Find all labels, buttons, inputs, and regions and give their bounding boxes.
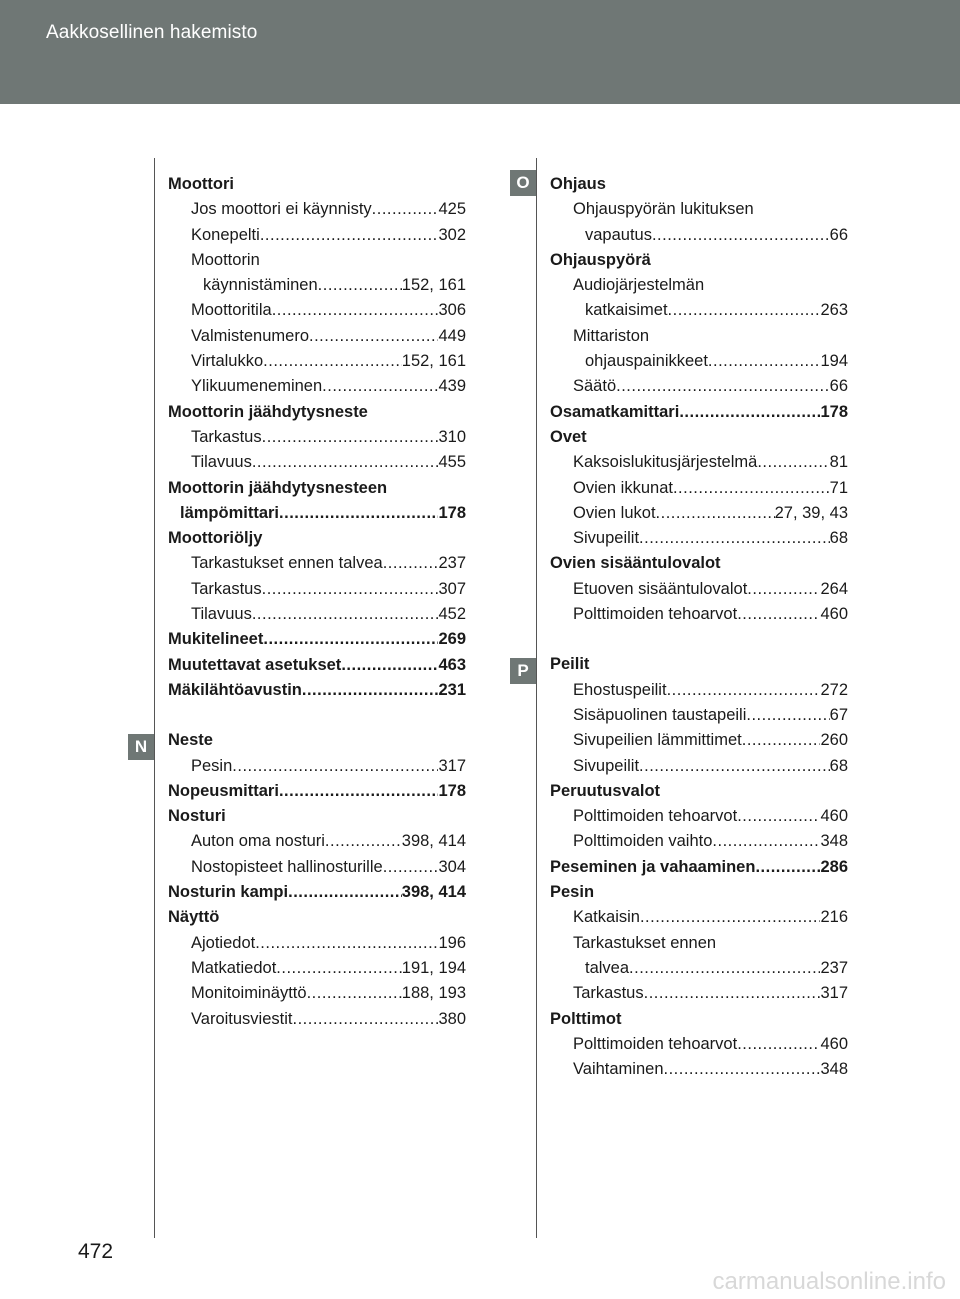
- header-bar: [0, 0, 960, 104]
- index-entry[interactable]: Katkaisin ..... 216: [550, 905, 848, 930]
- letter-tab-o[interactable]: O: [510, 170, 536, 196]
- index-subheading: Moottorin: [191, 250, 260, 269]
- index-entry[interactable]: Monitoiminäyttö ..... 188, 193: [168, 981, 466, 1006]
- index-heading: Pesin: [550, 883, 595, 902]
- index-heading: Näyttö: [168, 908, 220, 927]
- index-entry[interactable]: Muutettavat asetukset ..... 463: [168, 653, 466, 678]
- column-divider-right: [536, 158, 537, 1238]
- index-entry[interactable]: Auton oma nosturi ..... 398, 414: [168, 829, 466, 854]
- section-title: Aakkosellinen hakemisto: [46, 22, 258, 43]
- index-entry[interactable]: Mäkilähtöavustin ..... 231: [168, 678, 466, 703]
- index-entry[interactable]: Ylikuumeneminen ..... 439: [168, 374, 466, 399]
- index-entry[interactable]: Ehostuspeilit ..... 272: [550, 678, 848, 703]
- index-heading: Moottori: [168, 175, 234, 193]
- index-subheading: Tarkastukset ennen: [573, 933, 717, 952]
- index-subheading: Mittariston: [573, 326, 650, 345]
- index-entry[interactable]: Sivupeilien lämmittimet ..... 260: [550, 728, 848, 753]
- index-entry[interactable]: Ovien ikkunat ..... 71: [550, 476, 848, 501]
- index-entry[interactable]: Nopeusmittari ..... 178: [168, 779, 466, 804]
- index-entry[interactable]: Ovien lukot ..... 27, 39, 43: [550, 501, 848, 526]
- index-heading: Ovien sisääntulovalot: [550, 554, 721, 573]
- index-column-right: [550, 172, 848, 1082]
- section-gap: [550, 627, 848, 652]
- index-entry[interactable]: Osamatkamittari ..... 178: [550, 400, 848, 425]
- index-entry[interactable]: talvea ..... 237: [550, 956, 848, 981]
- index-entry[interactable]: vapautus ..... 66: [550, 223, 848, 248]
- index-heading: Moottoriöljy: [168, 529, 263, 548]
- index-entry[interactable]: Moottoritila ..... 306: [168, 298, 466, 323]
- index-heading: Moottorin jäähdytysnesteen: [168, 478, 388, 497]
- index-entry[interactable]: Valmistenumero ..... 449: [168, 324, 466, 349]
- index-entry[interactable]: Mukitelineet ..... 269: [168, 627, 466, 652]
- index-entry[interactable]: Tarkastus ..... 310: [168, 425, 466, 450]
- index-column-left: [168, 172, 466, 1032]
- page-number: 472: [78, 1240, 114, 1263]
- index-entry[interactable]: Vaihtaminen ..... 348: [550, 1057, 848, 1082]
- section-gap: [168, 703, 466, 728]
- index-entry[interactable]: Kaksoislukitusjärjestelmä ..... 81: [550, 450, 848, 475]
- letter-tab-p[interactable]: P: [510, 658, 536, 684]
- index-entry[interactable]: Tarkastukset ennen talvea ..... 237: [168, 551, 466, 576]
- index-entry[interactable]: Matkatiedot ..... 191, 194: [168, 956, 466, 981]
- index-entry[interactable]: Sivupeilit ..... 68: [550, 754, 848, 779]
- index-entry[interactable]: Jos moottori ei käynnisty ..... 425: [168, 197, 466, 222]
- index-heading: Peilit: [550, 655, 590, 674]
- index-entry[interactable]: Varoitusviestit ..... 380: [168, 1007, 466, 1032]
- index-subheading: Ohjauspyörän lukituksen: [573, 200, 754, 219]
- index-entry[interactable]: käynnistäminen ..... 152, 161: [168, 273, 466, 298]
- index-entry[interactable]: Polttimoiden tehoarvot ..... 460: [550, 804, 848, 829]
- index-entry[interactable]: Tilavuus ..... 452: [168, 602, 466, 627]
- index-heading: Ohjauspyörä: [550, 250, 651, 269]
- index-entry[interactable]: Pesin ..... 317: [168, 754, 466, 779]
- index-entry[interactable]: lämpömittari ..... 178: [168, 501, 466, 526]
- index-entry[interactable]: Polttimoiden tehoarvot ..... 460: [550, 602, 848, 627]
- index-entry[interactable]: Polttimoiden vaihto ..... 348: [550, 829, 848, 854]
- index-entry[interactable]: Peseminen ja vahaaminen ..... 286: [550, 855, 848, 880]
- letter-tab-n[interactable]: N: [128, 734, 154, 760]
- watermark: carmanualsonline.info: [712, 1268, 946, 1295]
- index-entry[interactable]: Nostopisteet hallinosturille ..... 304: [168, 855, 466, 880]
- index-heading: Polttimot: [550, 1009, 622, 1028]
- index-entry[interactable]: Säätö ..... 66: [550, 374, 848, 399]
- column-divider-left: [154, 158, 155, 1238]
- index-entry[interactable]: ohjauspainikkeet ..... 194: [550, 349, 848, 374]
- index-entry[interactable]: Tilavuus ..... 455: [168, 450, 466, 475]
- index-entry[interactable]: Konepelti ..... 302: [168, 223, 466, 248]
- index-entry[interactable]: Sisäpuolinen taustapeili ..... 67: [550, 703, 848, 728]
- index-heading: Neste: [168, 731, 213, 750]
- index-entry[interactable]: Tarkastus ..... 307: [168, 577, 466, 602]
- index-subheading: Audiojärjestelmän: [573, 276, 705, 295]
- index-heading: Moottorin jäähdytysneste: [168, 402, 368, 421]
- index-entry[interactable]: Sivupeilit ..... 68: [550, 526, 848, 551]
- index-entry[interactable]: Virtalukko ..... 152, 161: [168, 349, 466, 374]
- index-entry[interactable]: Ajotiedot ..... 196: [168, 931, 466, 956]
- index-heading: Nosturi: [168, 807, 226, 826]
- index-entry[interactable]: Tarkastus ..... 317: [550, 981, 848, 1006]
- index-heading: Ovet: [550, 427, 587, 446]
- index-heading: Ohjaus: [550, 175, 606, 193]
- index-heading: Peruutusvalot: [550, 781, 661, 800]
- index-entry[interactable]: Etuoven sisääntulovalot ..... 264: [550, 577, 848, 602]
- index-entry[interactable]: Polttimoiden tehoarvot ..... 460: [550, 1032, 848, 1057]
- index-entry[interactable]: katkaisimet ..... 263: [550, 298, 848, 323]
- index-entry[interactable]: Nosturin kampi ..... 398, 414: [168, 880, 466, 905]
